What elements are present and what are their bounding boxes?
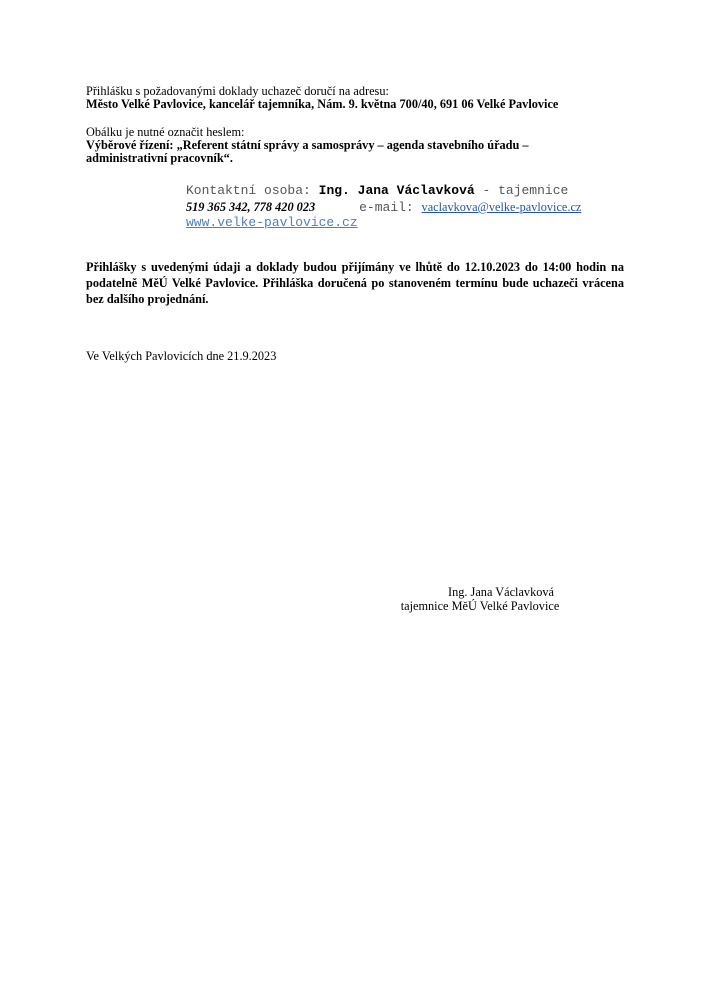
place-date: Ve Velkých Pavlovicích dne 21.9.2023 — [86, 349, 277, 363]
contact-role: - tajemnice — [482, 183, 569, 198]
contact-name: Ing. Jana Václavková — [318, 183, 475, 198]
envelope-heading-text1: „Referent státní správy a samosprávy – agenda stavebního úřadu – — [176, 138, 529, 152]
contact-block — [186, 183, 626, 230]
contact-phones: 519 365 342, 778 420 023 — [186, 200, 316, 214]
signature-name: Ing. Jana Václavková — [448, 585, 554, 599]
envelope-block — [86, 126, 626, 165]
website-line — [186, 215, 626, 230]
envelope-intro: Obálku je nutné označit heslem: — [86, 125, 245, 139]
signature-title: tajemnice MěÚ Velké Pavlovice — [400, 599, 560, 613]
contact-person-line — [186, 183, 626, 198]
address-text: Město Velké Pavlovice, kancelář tajemníka, Nám. 9. května 700/40, 691 06 Velké Pavlovice — [86, 97, 559, 111]
contact-phone-email-line — [186, 200, 626, 215]
signature-block — [350, 586, 610, 613]
website-link[interactable]: www.velke-pavlovice.cz — [186, 215, 358, 230]
envelope-heading-line2: administrativní pracovník“. — [86, 151, 233, 165]
email-label: e-mail: — [359, 200, 414, 215]
contact-label: Kontaktní osoba: — [186, 183, 311, 198]
address-block — [86, 85, 626, 111]
email-link[interactable]: vaclavkova@velke-pavlovice.cz — [421, 200, 582, 214]
deadline-paragraph: Přihlášky s uvedenými údaji a doklady budou přijímány ve lhůtě do 12.10.2023 do 14:00 hodin na podatelně MěÚ Velké Pavlovice. Přihláška doručená po stanoveném termínu bude uchazeči vrácena bez dalšího projednání. — [86, 260, 624, 306]
envelope-label: Výběrové řízení: — [86, 138, 174, 152]
address-intro: Přihlášku s požadovanými doklady uchazeč doručí na adresu: — [86, 84, 389, 98]
